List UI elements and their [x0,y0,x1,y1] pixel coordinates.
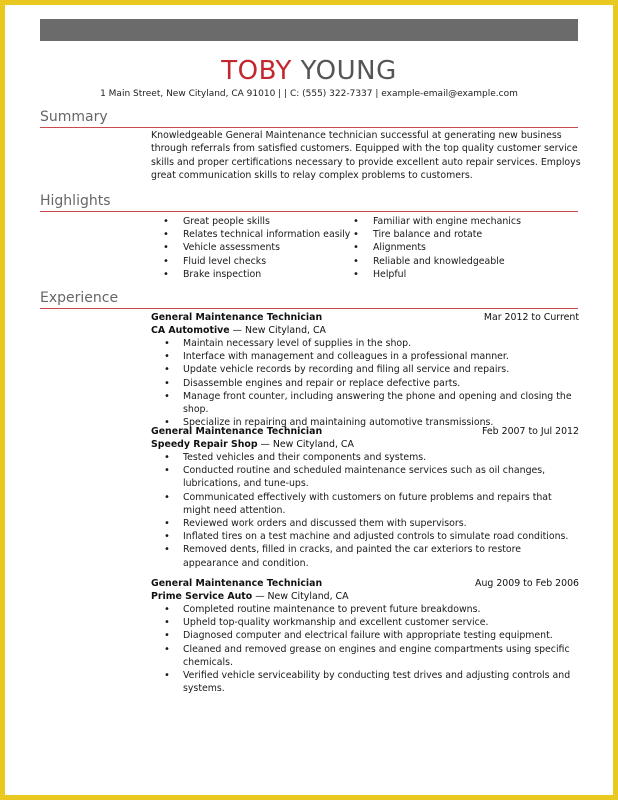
summary-divider [40,127,578,128]
job-entry [151,577,579,695]
job-duties [151,337,579,429]
company-location: New Cityland, CA [267,591,349,602]
candidate-name [5,55,613,87]
dash-separator: — [260,439,273,450]
dash-separator: — [232,325,245,336]
company-location: New Cityland, CA [272,439,354,450]
highlight-item: • Reliable and knowledgeable [343,255,521,268]
job-duty: • Upheld top-quality workmanship and excellent customer service. [151,616,579,629]
job-duty: • Tested vehicles and their components and systems. [151,451,579,464]
dash-separator: — [255,591,268,602]
highlight-item: • Fluid level checks [153,255,350,268]
job-entry [151,311,579,429]
summary-heading: Summary [40,109,108,125]
job-duty: • Cleaned and removed grease on engines and engine compartments using specific chemicals. [151,643,579,669]
job-title: General Maintenance Technician [151,312,323,323]
job-duty: • Completed routine maintenance to prevent future breakdowns. [151,603,579,616]
job-entry [151,425,579,570]
experience-divider [40,308,578,309]
header-bar [40,19,578,41]
highlight-item: • Vehicle assessments [153,241,350,254]
job-duty: • Diagnosed computer and electrical failure with appropriate testing equipment. [151,629,579,642]
last-name: YOUNG [300,56,397,86]
highlights-right-list [343,215,521,281]
job-duty: • Inflated tires on a test machine and adjusted controls to simulate road conditions. [151,530,579,543]
job-company-line [151,438,579,451]
job-duties [151,451,579,570]
job-duty: • Communicated effectively with customers on future problems and repairs that might need attention. [151,491,579,517]
job-dates: Feb 2007 to Jul 2012 [482,426,579,437]
job-duty: • Manage front counter, including answering the phone and opening and closing the shop. [151,390,579,416]
job-duty: • Reviewed work orders and discussed them with supervisors. [151,517,579,530]
highlight-item: • Alignments [343,241,521,254]
job-dates: Aug 2009 to Feb 2006 [475,578,579,589]
company-location: New Cityland, CA [244,325,326,336]
experience-heading: Experience [40,290,119,306]
company-name: Speedy Repair Shop [151,439,258,450]
job-duty: • Maintain necessary level of supplies in the shop. [151,337,579,350]
highlights-left-list [153,215,350,281]
first-name: TOBY [221,56,292,86]
highlight-item: • Helpful [343,268,521,281]
job-duties [151,603,579,695]
job-title: General Maintenance Technician [151,426,323,437]
highlight-item: • Familiar with engine mechanics [343,215,521,228]
resume-page [5,5,613,795]
job-duty: • Disassemble engines and repair or replace defective parts. [151,377,579,390]
highlights-heading: Highlights [40,193,111,209]
job-duty: • Removed dents, filled in cracks, and painted the car exteriors to restore appearance and condition. [151,543,579,569]
highlight-item: • Relates technical information easily [153,228,350,241]
contact-info: 1 Main Street, New Cityland, CA 91010 | | C: (555) 322-7337 | example-email@example.com [100,89,518,99]
job-duty: • Update vehicle records by recording and filing all service and repairs. [151,363,579,376]
highlights-divider [40,211,578,212]
highlight-item: • Great people skills [153,215,350,228]
summary-text: Knowledgeable General Maintenance technician successful at generating new business through referrals from satisfied customers. Equipped with the top quality customer service skills and proper certifications necessary to provide excellent auto repair services. Employs great communication skills to relay complex problems to customers. [151,130,581,182]
highlight-item: • Tire balance and rotate [343,228,521,241]
job-title: General Maintenance Technician [151,578,323,589]
job-dates: Mar 2012 to Current [483,312,579,323]
company-name: CA Automotive [151,325,230,336]
job-duty: • Interface with management and colleagues in a professional manner. [151,350,579,363]
job-duty: • Specialize in repairing and maintaining automotive transmissions. [151,416,579,429]
highlight-item: • Brake inspection [153,268,350,281]
job-duty: • Conducted routine and scheduled maintenance services such as oil changes, lubrications, and tune-ups. [151,464,579,490]
job-duty: • Verified vehicle serviceability by conducting test drives and adjusting controls and systems. [151,669,579,695]
job-company-line [151,324,579,337]
job-company-line [151,590,579,603]
company-name: Prime Service Auto [151,591,253,602]
